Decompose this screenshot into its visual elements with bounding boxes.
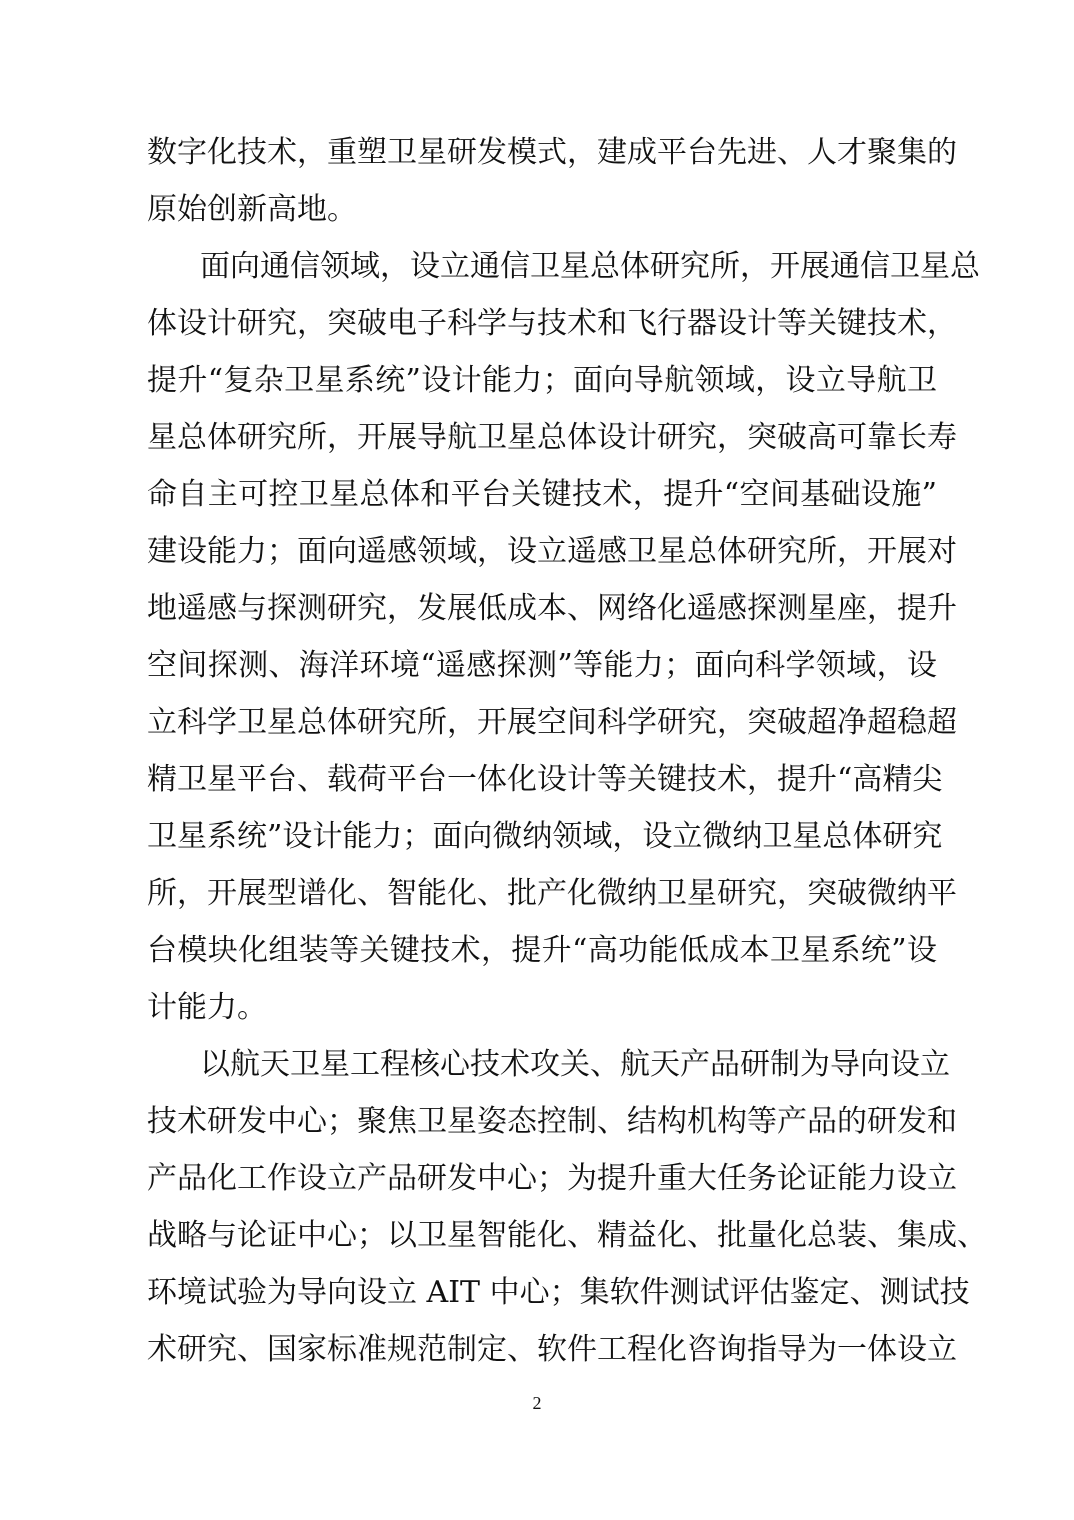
paragraph-first-line: 以航天卫星工程核心技术攻关、航天产品研制为导向设立 bbox=[200, 1047, 950, 1082]
body-text-line: 空间探测、海洋环境“遥感探测”等能力；面向科学领域，设 bbox=[147, 648, 937, 683]
body-text-line: 地遥感与探测研究，发展低成本、网络化遥感探测星座，提升 bbox=[147, 591, 957, 626]
body-text-line: 产品化工作设立产品研发中心；为提升重大任务论证能力设立 bbox=[147, 1161, 957, 1196]
body-text-line: 卫星系统”设计能力；面向微纳领域，设立微纳卫星总体研究 bbox=[147, 819, 943, 854]
body-text-line: 数字化技术，重塑卫星研发模式，建成平台先进、人才聚集的 bbox=[147, 135, 957, 170]
body-text-line: 技术研发中心；聚焦卫星姿态控制、结构机构等产品的研发和 bbox=[147, 1104, 957, 1139]
body-text-line: 立科学卫星总体研究所，开展空间科学研究，突破超净超稳超 bbox=[147, 705, 957, 740]
body-text-line: 精卫星平台、载荷平台一体化设计等关键技术，提升“高精尖 bbox=[147, 762, 943, 797]
body-text-line: 台模块化组装等关键技术，提升“高功能低成本卫星系统”设 bbox=[147, 933, 937, 968]
body-text-line: 体设计研究，突破电子科学与技术和飞行器设计等关键技术， bbox=[147, 306, 957, 341]
body-text-line: 建设能力；面向遥感领域，设立遥感卫星总体研究所，开展对 bbox=[147, 534, 957, 569]
page-number: 2 bbox=[532, 1393, 542, 1413]
body-text-line: 环境试验为导向设立 AIT 中心；集软件测试评估鉴定、测试技 bbox=[147, 1275, 970, 1310]
body-text-line: 提升“复杂卫星系统”设计能力；面向导航领域，设立导航卫 bbox=[147, 363, 937, 398]
body-text-line: 计能力。 bbox=[147, 990, 267, 1025]
body-text-line: 术研究、国家标准规范制定、软件工程化咨询指导为一体设立 bbox=[147, 1332, 957, 1367]
body-text-line: 星总体研究所，开展导航卫星总体设计研究，突破高可靠长寿 bbox=[147, 420, 957, 455]
body-text-line: 原始创新高地。 bbox=[147, 192, 357, 227]
body-text-line: 战略与论证中心；以卫星智能化、精益化、批量化总装、集成、 bbox=[147, 1218, 987, 1253]
body-text-line: 命自主可控卫星总体和平台关键技术，提升“空间基础设施” bbox=[147, 477, 937, 512]
body-text-line: 所，开展型谱化、智能化、批产化微纳卫星研究，突破微纳平 bbox=[147, 876, 957, 911]
paragraph-first-line: 面向通信领域，设立通信卫星总体研究所，开展通信卫星总 bbox=[200, 249, 980, 284]
